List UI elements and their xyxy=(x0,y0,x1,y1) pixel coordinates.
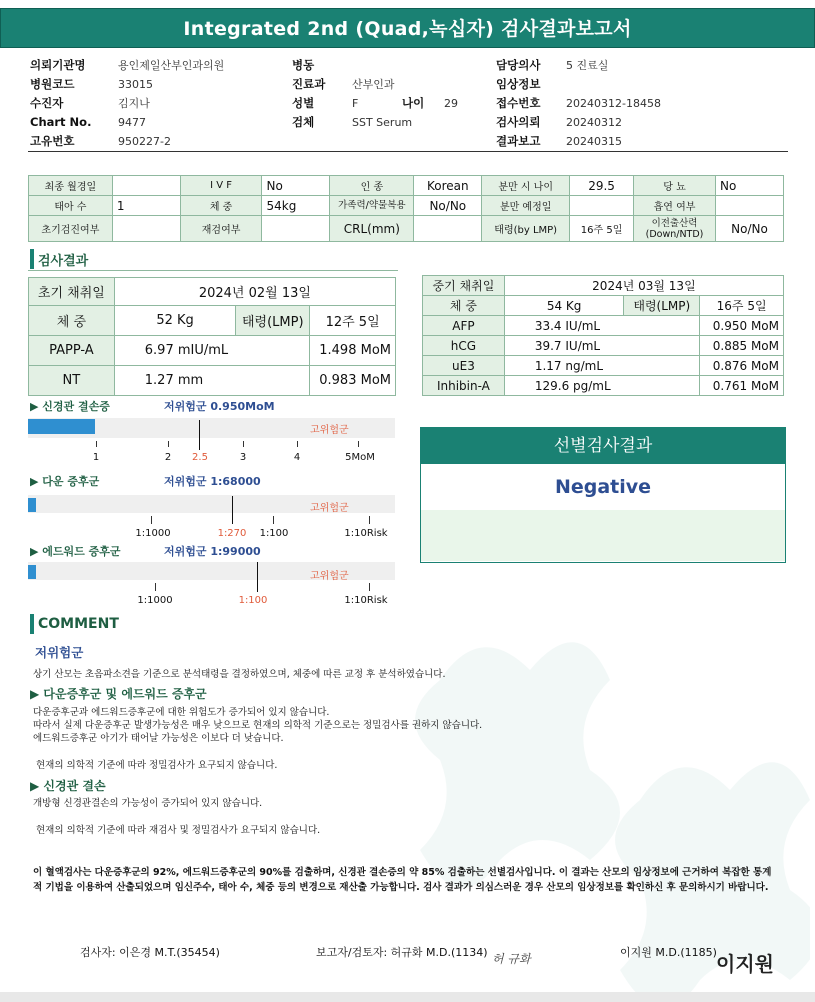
down-tick-label: 1:1000 xyxy=(135,528,171,539)
fetus-label: 태아 수 xyxy=(29,196,113,216)
second-weight-label: 체 중 xyxy=(423,296,505,316)
comment-paragraph: 에드워드증후군 아기가 태어날 가능성은 이보다 더 낮습니다. xyxy=(33,733,284,744)
down-chart-title: ▶ 다운 증후군 xyxy=(30,475,100,488)
ntd-cutoff-label: 2.5 xyxy=(192,452,208,463)
edwards-risk-value: 저위험군 1:99000 xyxy=(164,545,261,558)
edwards-chart-title: ▶ 에드워드 증후군 xyxy=(30,545,121,558)
ntd-tick-label: 3 xyxy=(239,452,247,463)
ntd-tick-label: 4 xyxy=(293,452,301,463)
weight-value: 54kg xyxy=(262,196,330,216)
ntd-heading: ▶ 신경관 결손 xyxy=(30,779,106,793)
dept-label: 진료과 xyxy=(292,77,326,91)
marker-mom: 0.761 MoM xyxy=(700,376,784,396)
second-date-value: 2024년 03월 13일 xyxy=(504,276,783,296)
request-value: 20240312 xyxy=(566,116,622,129)
diabetes-label: 당 뇨 xyxy=(634,176,716,196)
doctor-value: 5 진료실 xyxy=(566,59,609,72)
marker-name: NT xyxy=(29,366,115,396)
request-label: 검사의뢰 xyxy=(496,115,541,129)
report-label: 결과보고 xyxy=(496,134,541,148)
down-high-risk-label: 고위험군 xyxy=(310,503,349,514)
down-cutoff-label: 1:270 xyxy=(217,528,247,539)
fetus-value: 1 xyxy=(112,196,180,216)
reviewer-handwritten-signature: 허 규화 xyxy=(492,952,531,966)
first-weight-label: 체 중 xyxy=(29,306,115,336)
delivery-age-label: 분만 시 나이 xyxy=(482,176,570,196)
first-trimester-table xyxy=(28,277,396,396)
id-label: 고유번호 xyxy=(30,134,75,148)
report-title: Integrated 2nd (Quad,녹십자) 검사결과보고서 xyxy=(183,18,632,40)
code-value: 33015 xyxy=(118,78,153,91)
ntd-tick xyxy=(358,441,359,447)
screening-result-box xyxy=(420,427,786,563)
results-header-line xyxy=(28,270,398,271)
marker-mom: 0.876 MoM xyxy=(700,356,784,376)
marker-value: 1.17 ng/mL xyxy=(504,356,699,376)
first-date-value: 2024년 02월 13일 xyxy=(114,278,395,306)
results-header-mark xyxy=(30,249,34,269)
ntd-risk-fill xyxy=(28,419,95,434)
clinical-label: 임상정보 xyxy=(496,77,541,91)
due-label: 분만 예정일 xyxy=(482,196,570,216)
second-weight-value: 54 Kg xyxy=(504,296,624,316)
screening-result-footer xyxy=(421,510,785,561)
reviewer-signature: 보고자/검토자: 허규화 M.D.(1134) xyxy=(316,946,488,959)
code-label: 병원코드 xyxy=(30,77,75,91)
marker-value: 6.97 mIU/mL xyxy=(114,336,309,366)
comment-paragraph: 개방형 신경관결손의 가능성이 증가되어 있지 않습니다. xyxy=(33,798,263,809)
retest-label: 재검여부 xyxy=(180,216,262,242)
race-label: 인 종 xyxy=(330,176,414,196)
marker-name: uE3 xyxy=(423,356,505,376)
down-risk-fill xyxy=(28,498,36,512)
results-header: 검사결과 xyxy=(38,254,89,269)
ntd-cutoff-marker xyxy=(199,420,200,450)
hospital-value: 용인제일산부인과의원 xyxy=(118,59,225,72)
reception-label: 접수번호 xyxy=(496,96,541,110)
second-date-label: 중기 채취일 xyxy=(423,276,505,296)
weight-label: 체 중 xyxy=(180,196,262,216)
ntd-high-risk-label: 고위험군 xyxy=(310,425,349,436)
chart-label: Chart No. xyxy=(30,115,92,129)
marker-name: Inhibin-A xyxy=(423,376,505,396)
family-label: 가족력/약물복용 xyxy=(330,196,414,216)
early-value xyxy=(112,216,180,242)
director-handwritten-signature: 이지원 xyxy=(716,952,774,976)
disclaimer-line-2: 적 기법을 이용하여 산출되었으며 임신주수, 태아 수, 체중 등의 변경으로 재산출 가능합니다. 검사 결과가 의심스러운 경우 산모의 임상정보를 확인하신 후 문의하시기 바랍니다. xyxy=(33,882,769,893)
ntd-chart-title: ▶ 신경관 결손증 xyxy=(30,400,110,413)
ntd-tick xyxy=(96,441,97,447)
footer-bar xyxy=(0,992,815,1002)
marker-value: 33.4 IU/mL xyxy=(504,316,699,336)
marker-value: 1.27 mm xyxy=(114,366,309,396)
lmp-label: 최종 월경일 xyxy=(29,176,113,196)
screening-result-title: 선별검사결과 xyxy=(421,428,785,464)
comment-paragraph: 상기 산모는 초음파소견을 기준으로 분석태령을 결정하였으며, 체중에 따른 교정 후 분석하였습니다. xyxy=(33,669,446,680)
diabetes-value: No xyxy=(715,176,783,196)
comment-paragraph: 다운증후군과 에드워드증후군에 대한 위험도가 증가되어 있지 않습니다. xyxy=(33,707,330,718)
marker-value: 129.6 pg/mL xyxy=(504,376,699,396)
edwards-tick-label: 1:10Risk xyxy=(344,595,388,606)
second-trimester-table xyxy=(422,275,784,396)
prev-birth-label: 이전출산력 (Down/NTD) xyxy=(634,216,716,242)
ga-lmp-value: 16주 5일 xyxy=(570,216,634,242)
age-value: 29 xyxy=(444,97,458,110)
ivf-value: No xyxy=(262,176,330,196)
ntd-tick xyxy=(297,441,298,447)
sex-value: F xyxy=(352,97,359,110)
edwards-tick xyxy=(369,583,370,591)
second-ga-value: 16주 5일 xyxy=(700,296,784,316)
down-tick-label: 1:10Risk xyxy=(344,528,388,539)
age-label: 나이 xyxy=(402,96,425,110)
director-signature: 이지원 M.D.(1185) xyxy=(620,946,717,959)
ntd-tick xyxy=(168,441,169,447)
delivery-age-value: 29.5 xyxy=(570,176,634,196)
marker-name: hCG xyxy=(423,336,505,356)
marker-value: 39.7 IU/mL xyxy=(504,336,699,356)
second-ga-label: 태령(LMP) xyxy=(624,296,700,316)
edwards-high-risk-label: 고위험군 xyxy=(310,571,349,582)
race-value: Korean xyxy=(414,176,482,196)
marker-mom: 0.950 MoM xyxy=(700,316,784,336)
marker-mom: 0.885 MoM xyxy=(700,336,784,356)
ward-label: 병동 xyxy=(292,58,315,72)
family-value: No/No xyxy=(414,196,482,216)
crl-value xyxy=(414,216,482,242)
screening-result-value xyxy=(421,464,785,510)
ntd-tick-label: 5MoM xyxy=(345,452,375,463)
report-value: 20240315 xyxy=(566,135,622,148)
id-value: 950227-2 xyxy=(118,135,171,148)
comment-paragraph: 현재의 의학적 기준에 따라 정밀검사가 요구되지 않습니다. xyxy=(36,760,278,771)
ntd-tick xyxy=(243,441,244,447)
negative-result: Negative xyxy=(554,476,652,498)
chart-value: 9477 xyxy=(118,116,146,129)
ivf-label: I V F xyxy=(180,176,262,196)
retest-value xyxy=(262,216,330,242)
down-risk-value: 저위험군 1:68000 xyxy=(164,475,261,488)
examiner-signature: 검사자: 이은경 M.T.(35454) xyxy=(80,946,220,959)
first-weight-value: 52 Kg xyxy=(114,306,236,336)
ntd-tick-label: 1 xyxy=(92,452,100,463)
due-value xyxy=(570,196,634,216)
edwards-cutoff-label: 1:100 xyxy=(238,595,268,606)
dept-value: 산부인과 xyxy=(352,78,395,91)
hospital-label: 의뢰기관명 xyxy=(30,58,86,72)
patient-info xyxy=(30,56,790,152)
sex-label: 성별 xyxy=(292,96,315,110)
specimen-value: SST Serum xyxy=(352,116,413,129)
smoking-value xyxy=(715,196,783,216)
first-ga-label: 태령(LMP) xyxy=(236,306,310,336)
comment-paragraph: 따라서 실제 다운증후군 발생가능성은 매우 낮으므로 현재의 의학적 기준으로는 정밀검사를 권하지 않습니다. xyxy=(33,720,483,731)
doctor-label: 담당의사 xyxy=(496,58,541,72)
specimen-label: 검체 xyxy=(292,115,315,129)
background-watermark xyxy=(380,560,810,1000)
lmp-value xyxy=(112,176,180,196)
marker-name: PAPP-A xyxy=(29,336,115,366)
smoking-label: 흡연 여부 xyxy=(634,196,716,216)
disclaimer-line-1: 이 혈액검사는 다운증후군의 92%, 에드워드증후군의 90%를 검출하며, 신경관 결손증의 약 85% 검출하는 선별검사입니다. 이 결과는 산모의 임상정보에 근거하여 복잡한 통계 xyxy=(33,867,772,878)
patient-label: 수진자 xyxy=(30,96,64,110)
marker-mom: 1.498 MoM xyxy=(310,336,396,366)
down-tick xyxy=(151,516,152,524)
marker-mom: 0.983 MoM xyxy=(310,366,396,396)
early-label: 초기검진여부 xyxy=(29,216,113,242)
edwards-risk-fill xyxy=(28,565,36,579)
prev-birth-value: No/No xyxy=(715,216,783,242)
comment-header-mark xyxy=(30,614,34,634)
clinical-info-table xyxy=(28,175,784,242)
report-title-bar xyxy=(0,8,815,48)
ntd-risk-value: 저위험군 0.950MoM xyxy=(164,400,275,413)
marker-name: AFP xyxy=(423,316,505,336)
down-tick xyxy=(273,516,274,524)
comment-paragraph: 현재의 의학적 기준에 따라 재검사 및 정밀검사가 요구되지 않습니다. xyxy=(36,825,321,836)
ga-lmp-label: 태령(by LMP) xyxy=(482,216,570,242)
comment-header: COMMENT xyxy=(38,616,119,632)
down-edwards-heading: ▶ 다운증후군 및 에드워드 증후군 xyxy=(30,687,207,701)
down-tick xyxy=(369,516,370,524)
down-cutoff-marker xyxy=(232,496,233,524)
edwards-tick-label: 1:1000 xyxy=(137,595,173,606)
first-ga-value: 12주 5일 xyxy=(310,306,396,336)
reception-value: 20240312-18458 xyxy=(566,97,661,110)
edwards-cutoff-marker xyxy=(257,562,258,592)
ntd-tick-label: 2 xyxy=(164,452,172,463)
patient-value: 김지나 xyxy=(118,97,150,110)
divider-line xyxy=(28,151,788,152)
down-tick-label: 1:100 xyxy=(259,528,289,539)
edwards-tick xyxy=(155,583,156,591)
low-risk-heading: 저위험군 xyxy=(35,645,84,660)
crl-label: CRL(mm) xyxy=(330,216,414,242)
first-date-label: 초기 채취일 xyxy=(29,278,115,306)
